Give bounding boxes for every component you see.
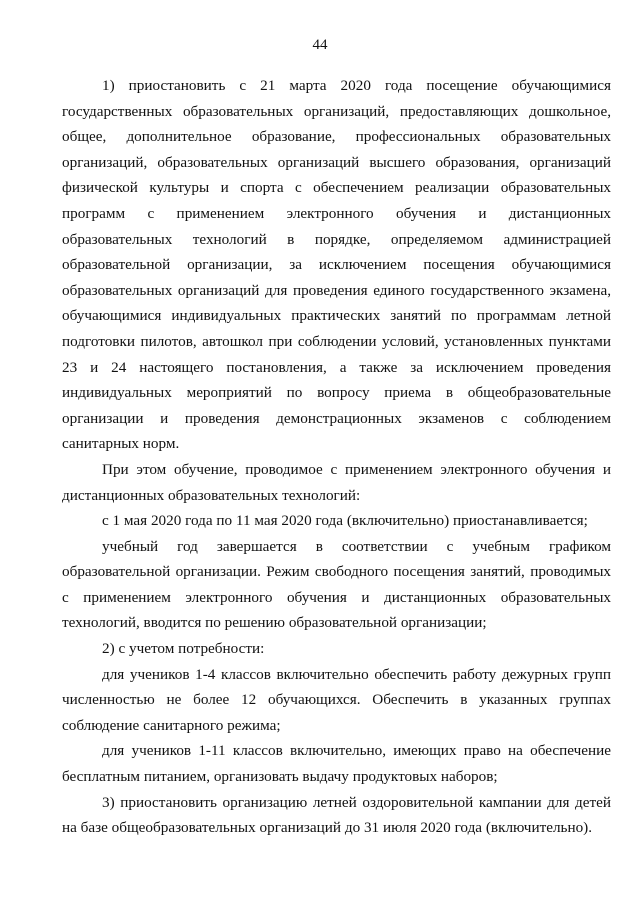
paragraph-may-suspension: с 1 мая 2020 года по 11 мая 2020 года (включительно) приостанавливается;	[102, 512, 588, 530]
paragraph-duty-groups: для учеников 1-4 классов включительно обеспечить работу дежурных групп численностью не более 12 обучающихся. Обеспечить в указанных группах соблюдение санитарного режима;	[62, 665, 611, 734]
paragraph-item-1-suspend-attendance: 1) приостановить с 21 марта 2020 года посещение обучающимися государственных образовательных организаций, предоставляющих дошкольное, общее, дополнительное образование, профессиональных образовательных организаций, образовательных организаций высшего образования, организаций физической культуры и спорта с обеспечением реализации образовательных программ с применением электронного обучения и дистанционных образовательных технологий в порядке, определяемом администрацией образовательной организации, за исключением посещения обучающимися образовательных организаций для проведения единого государственного экзамена, обучающимися индивидуальных практических занятий по программам летной подготовки пилотов, автошкол при соблюдении условий, установленных пунктами 23 и 24 настоящего постановления, а также за исключением проведения индивидуальных мероприятий по вопросу приема в общеобразовательные организации и проведения демонстрационных экзаменов с соблюдением санитарных норм.	[62, 77, 611, 453]
paragraph-item-2-heading: 2) с учетом потребности:	[102, 640, 265, 658]
paragraph-food-sets: для учеников 1-11 классов включительно, имеющих право на обеспечение бесплатным питанием, организовать выдачу продуктовых наборов;	[62, 742, 611, 786]
page-number: 44	[312, 37, 328, 53]
document-body	[62, 73, 611, 841]
paragraph-distance-learning-note: При этом обучение, проводимое с применением электронного обучения и дистанционных образовательных технологий:	[62, 460, 611, 504]
paragraph-item-3-summer-campaign: 3) приостановить организацию летней оздоровительной кампании для детей на базе общеобразовательных организаций до 31 июля 2020 года (включительно).	[62, 793, 611, 837]
paragraph-school-year-end: учебный год завершается в соответствии с учебным графиком образовательной организации. Режим свободного посещения занятий, проводимых с применением электронного обучения и дистанционных образовательных технологий, вводится по решению образовательной организации;	[62, 537, 611, 632]
